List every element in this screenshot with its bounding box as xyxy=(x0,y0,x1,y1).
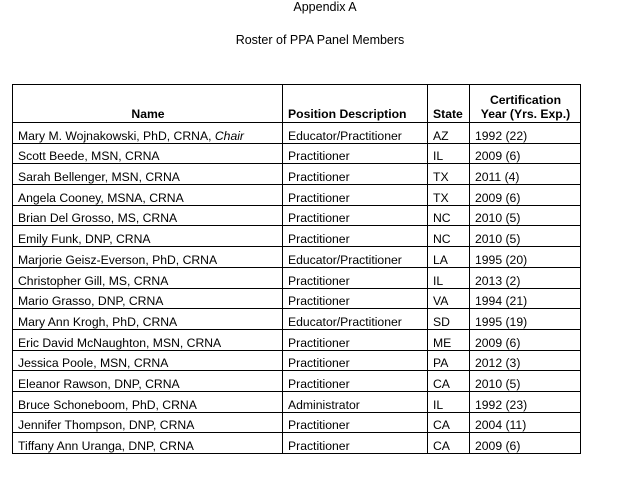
member-state: IL xyxy=(428,143,470,164)
member-certification: 2009 (6) xyxy=(470,329,581,350)
roster-title: Roster of PPA Panel Members xyxy=(235,33,405,47)
appendix-title: Appendix A xyxy=(293,0,357,14)
member-name-cell xyxy=(13,309,283,330)
table-row xyxy=(13,350,581,371)
member-name-cell xyxy=(13,143,283,164)
member-certification: 1994 (21) xyxy=(470,288,581,309)
member-name-cell xyxy=(13,226,283,247)
table-row xyxy=(13,164,581,185)
member-position: Educator/Practitioner xyxy=(283,309,428,330)
member-position: Practitioner xyxy=(283,164,428,185)
member-position: Administrator xyxy=(283,391,428,412)
member-name-cell xyxy=(13,267,283,288)
member-name: Christopher Gill, MS, CRNA xyxy=(18,273,169,288)
member-state: IL xyxy=(428,391,470,412)
roster-table xyxy=(12,84,581,454)
table-row xyxy=(13,143,581,164)
member-certification: 1992 (23) xyxy=(470,391,581,412)
member-name-cell xyxy=(13,391,283,412)
header-state: State xyxy=(428,85,470,123)
member-state: ME xyxy=(428,329,470,350)
member-position: Practitioner xyxy=(283,433,428,454)
member-position: Practitioner xyxy=(283,267,428,288)
member-role-chair: Chair xyxy=(214,128,244,143)
member-name-cell xyxy=(13,412,283,433)
table-row xyxy=(13,288,581,309)
member-name-cell xyxy=(13,288,283,309)
member-name: Brian Del Grosso, MS, CRNA xyxy=(18,211,178,226)
member-position: Educator/Practitioner xyxy=(283,247,428,268)
member-state: PA xyxy=(428,350,470,371)
member-certification: 2009 (6) xyxy=(470,185,581,206)
member-certification: 2013 (2) xyxy=(470,267,581,288)
member-name-cell xyxy=(13,164,283,185)
member-position: Practitioner xyxy=(283,205,428,226)
member-name-cell xyxy=(13,247,283,268)
roster-table-body xyxy=(13,123,581,454)
member-certification: 2004 (11) xyxy=(470,412,581,433)
member-state: AZ xyxy=(428,123,470,144)
member-name: Mary Ann Krogh, PhD, CRNA xyxy=(18,314,178,329)
table-row xyxy=(13,412,581,433)
member-name: Angela Cooney, MSNA, CRNA xyxy=(18,190,184,205)
member-certification: 2011 (4) xyxy=(470,164,581,185)
member-certification: 1992 (22) xyxy=(470,123,581,144)
header-row xyxy=(13,85,581,123)
member-name-cell xyxy=(13,185,283,206)
member-state: CA xyxy=(428,371,470,392)
member-name: Bruce Schoneboom, PhD, CRNA xyxy=(18,397,197,412)
member-position: Practitioner xyxy=(283,185,428,206)
member-position: Educator/Practitioner xyxy=(283,123,428,144)
roster-table-header xyxy=(13,85,581,123)
member-name: Marjorie Geisz-Everson, PhD, CRNA xyxy=(18,252,218,267)
member-certification: 2010 (5) xyxy=(470,371,581,392)
member-name-cell xyxy=(13,329,283,350)
table-row xyxy=(13,185,581,206)
member-position: Practitioner xyxy=(283,350,428,371)
member-state: LA xyxy=(428,247,470,268)
table-row xyxy=(13,371,581,392)
header-certification-line2: Year (Yrs. Exp.) xyxy=(480,107,571,121)
member-position: Practitioner xyxy=(283,288,428,309)
header-name: Name xyxy=(13,85,283,123)
member-state: CA xyxy=(428,412,470,433)
member-certification: 1995 (19) xyxy=(470,309,581,330)
member-certification: 2010 (5) xyxy=(470,205,581,226)
member-name: Sarah Bellenger, MSN, CRNA xyxy=(18,170,180,185)
member-position: Practitioner xyxy=(283,371,428,392)
member-name: Jennifer Thompson, DNP, CRNA xyxy=(18,418,195,433)
member-state: CA xyxy=(428,433,470,454)
table-row xyxy=(13,226,581,247)
member-position: Practitioner xyxy=(283,226,428,247)
table-row xyxy=(13,309,581,330)
member-state: NC xyxy=(428,226,470,247)
member-state: SD xyxy=(428,309,470,330)
member-state: TX xyxy=(428,185,470,206)
member-state: IL xyxy=(428,267,470,288)
member-name-cell xyxy=(13,205,283,226)
member-position: Practitioner xyxy=(283,329,428,350)
member-name: Mario Grasso, DNP, CRNA xyxy=(18,294,164,309)
member-state: TX xyxy=(428,164,470,185)
member-name-cell xyxy=(13,433,283,454)
member-certification: 1995 (20) xyxy=(470,247,581,268)
header-certification xyxy=(470,85,581,123)
member-name: Scott Beede, MSN, CRNA xyxy=(18,149,160,164)
member-name: Mary M. Wojnakowski, PhD, CRNA, xyxy=(18,128,215,143)
table-row xyxy=(13,391,581,412)
member-name: Eric David McNaughton, MSN, CRNA xyxy=(18,335,222,350)
member-certification: 2009 (6) xyxy=(470,433,581,454)
table-row xyxy=(13,123,581,144)
table-row xyxy=(13,247,581,268)
member-certification: 2012 (3) xyxy=(470,350,581,371)
member-position: Practitioner xyxy=(283,412,428,433)
member-name-cell xyxy=(13,371,283,392)
header-position: Position Description xyxy=(283,85,428,123)
member-certification: 2009 (6) xyxy=(470,143,581,164)
member-certification: 2010 (5) xyxy=(470,226,581,247)
header-certification-line1: Certification xyxy=(489,93,562,107)
table-row xyxy=(13,433,581,454)
member-name: Eleanor Rawson, DNP, CRNA xyxy=(18,376,180,391)
member-name-cell xyxy=(13,350,283,371)
member-position: Practitioner xyxy=(283,143,428,164)
member-name: Tiffany Ann Uranga, DNP, CRNA xyxy=(18,439,194,453)
table-row xyxy=(13,329,581,350)
member-state: NC xyxy=(428,205,470,226)
table-row xyxy=(13,205,581,226)
member-state: VA xyxy=(428,288,470,309)
table-row xyxy=(13,267,581,288)
member-name: Emily Funk, DNP, CRNA xyxy=(18,232,151,247)
member-name-cell xyxy=(13,123,283,144)
member-name: Jessica Poole, MSN, CRNA xyxy=(18,356,169,371)
